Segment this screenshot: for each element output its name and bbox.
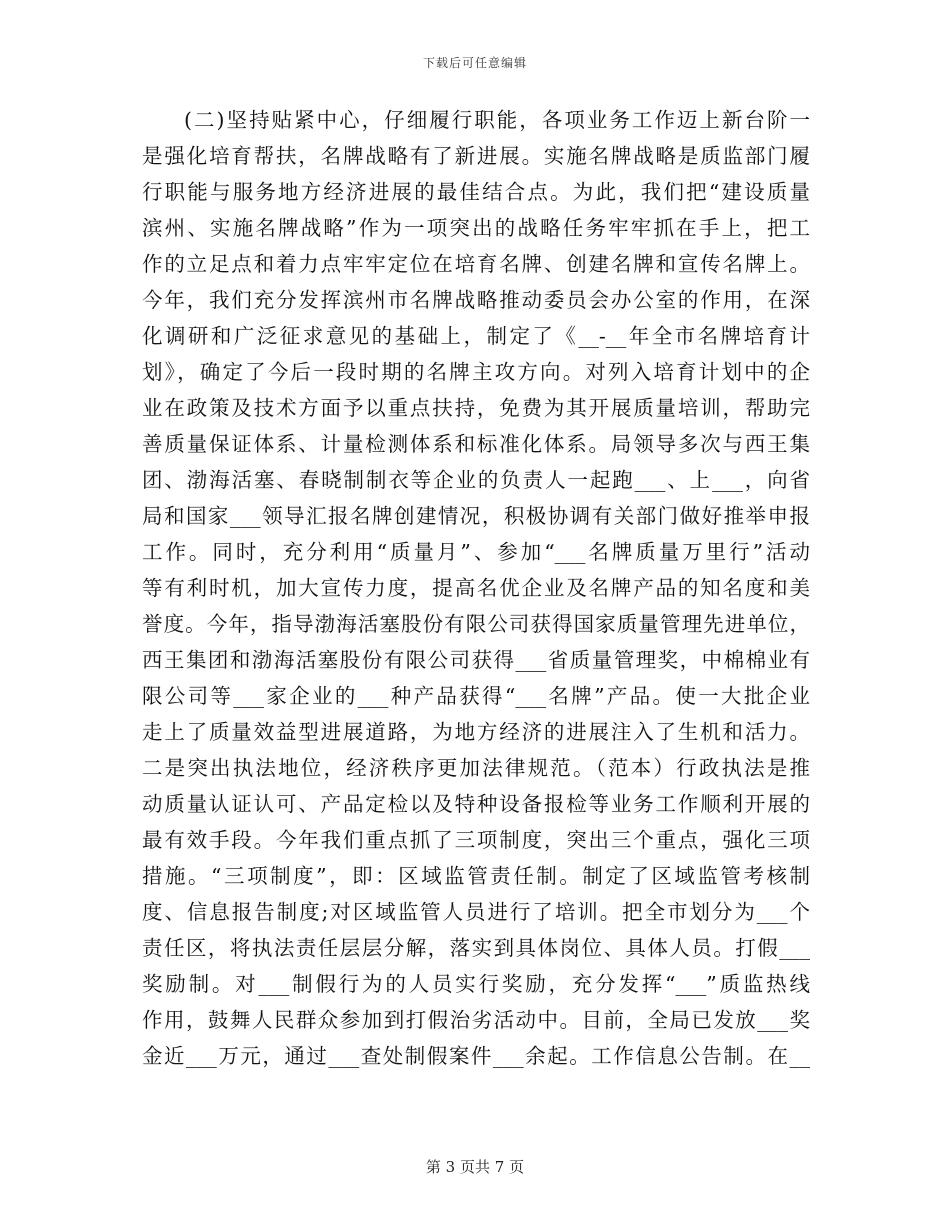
text-line: 业在政策及技术方面予以重点扶持，免费为其开展质量培训，帮助完 — [142, 396, 810, 420]
text-line: 团、渤海活塞、春晓制制衣等企业的负责人一起跑___、上___，向省 — [142, 468, 810, 492]
text-line: 誉度。今年，指导渤海活塞股份有限公司获得国家质量管理先进单位， — [142, 612, 810, 636]
text-line: (二)坚持贴紧中心，仔细履行职能，各项业务工作迈上新台阶一 — [184, 108, 810, 132]
text-line: 化调研和广泛征求意见的基础上，制定了《__-__年全市名牌培育计 — [142, 324, 810, 348]
text-line: 奖励制。对___制假行为的人员实行奖励，充分发挥“___”质监热线 — [142, 972, 810, 996]
text-line: 责任区，将执法责任层层分解，落实到具体岗位、具体人员。打假___ — [142, 936, 810, 960]
text-line: 是强化培育帮扶，名牌战略有了新进展。实施名牌战略是质监部门履 — [142, 144, 810, 168]
text-line: 局和国家___领导汇报名牌创建情况，积极协调有关部门做好推举申报 — [142, 504, 810, 528]
text-line: 今年，我们充分发挥滨州市名牌战略推动委员会办公室的作用，在深 — [142, 288, 810, 312]
body-paragraph — [142, 102, 810, 1074]
text-line: 工作。同时，充分利用“质量月”、参加“___名牌质量万里行”活动 — [142, 540, 810, 564]
text-line: 度、信息报告制度;对区域监管人员进行了培训。把全市划分为___个 — [142, 900, 810, 924]
text-line: 动质量认证认可、产品定检以及特种设备报检等业务工作顺利开展的 — [142, 792, 810, 816]
text-line: 行职能与服务地方经济进展的最佳结合点。为此，我们把“建设质量 — [142, 180, 810, 204]
text-line: 作用，鼓舞人民群众参加到打假治劣活动中。目前，全局已发放___奖 — [142, 1008, 810, 1032]
text-line: 金近___万元，通过___查处制假案件___余起。工作信息公告制。在__ — [142, 1044, 810, 1068]
text-line: 二是突出执法地位，经济秩序更加法律规范。（范本）行政执法是推 — [142, 756, 810, 780]
text-line: 措施。“三项制度”，即：区域监管责任制。制定了区域监管考核制 — [142, 864, 810, 888]
page-number: 第 3 页共 7 页 — [425, 1158, 525, 1176]
header-note: 下载后可任意编辑 — [422, 56, 527, 70]
text-line: 作的立足点和着力点牢牢定位在培育名牌、创建名牌和宣传名牌上。 — [142, 252, 810, 276]
text-line: 善质量保证体系、计量检测体系和标准化体系。局领导多次与西王集 — [142, 432, 810, 456]
text-line: 划》，确定了今后一段时期的名牌主攻方向。对列入培育计划中的企 — [142, 360, 810, 384]
text-line: 西王集团和渤海活塞股份有限公司获得___省质量管理奖，中棉棉业有 — [142, 648, 810, 672]
text-line: 限公司等___家企业的___种产品获得“___名牌”产品。使一大批企业 — [142, 684, 810, 708]
text-line: 最有效手段。今年我们重点抓了三项制度，突出三个重点，强化三项 — [142, 828, 810, 852]
text-line: 等有利时机，加大宣传力度，提高名优企业及名牌产品的知名度和美 — [142, 576, 810, 600]
text-line: 滨州、实施名牌战略”作为一项突出的战略任务牢牢抓在手上，把工 — [142, 216, 810, 240]
text-line: 走上了质量效益型进展道路，为地方经济的进展注入了生机和活力。 — [142, 720, 810, 744]
